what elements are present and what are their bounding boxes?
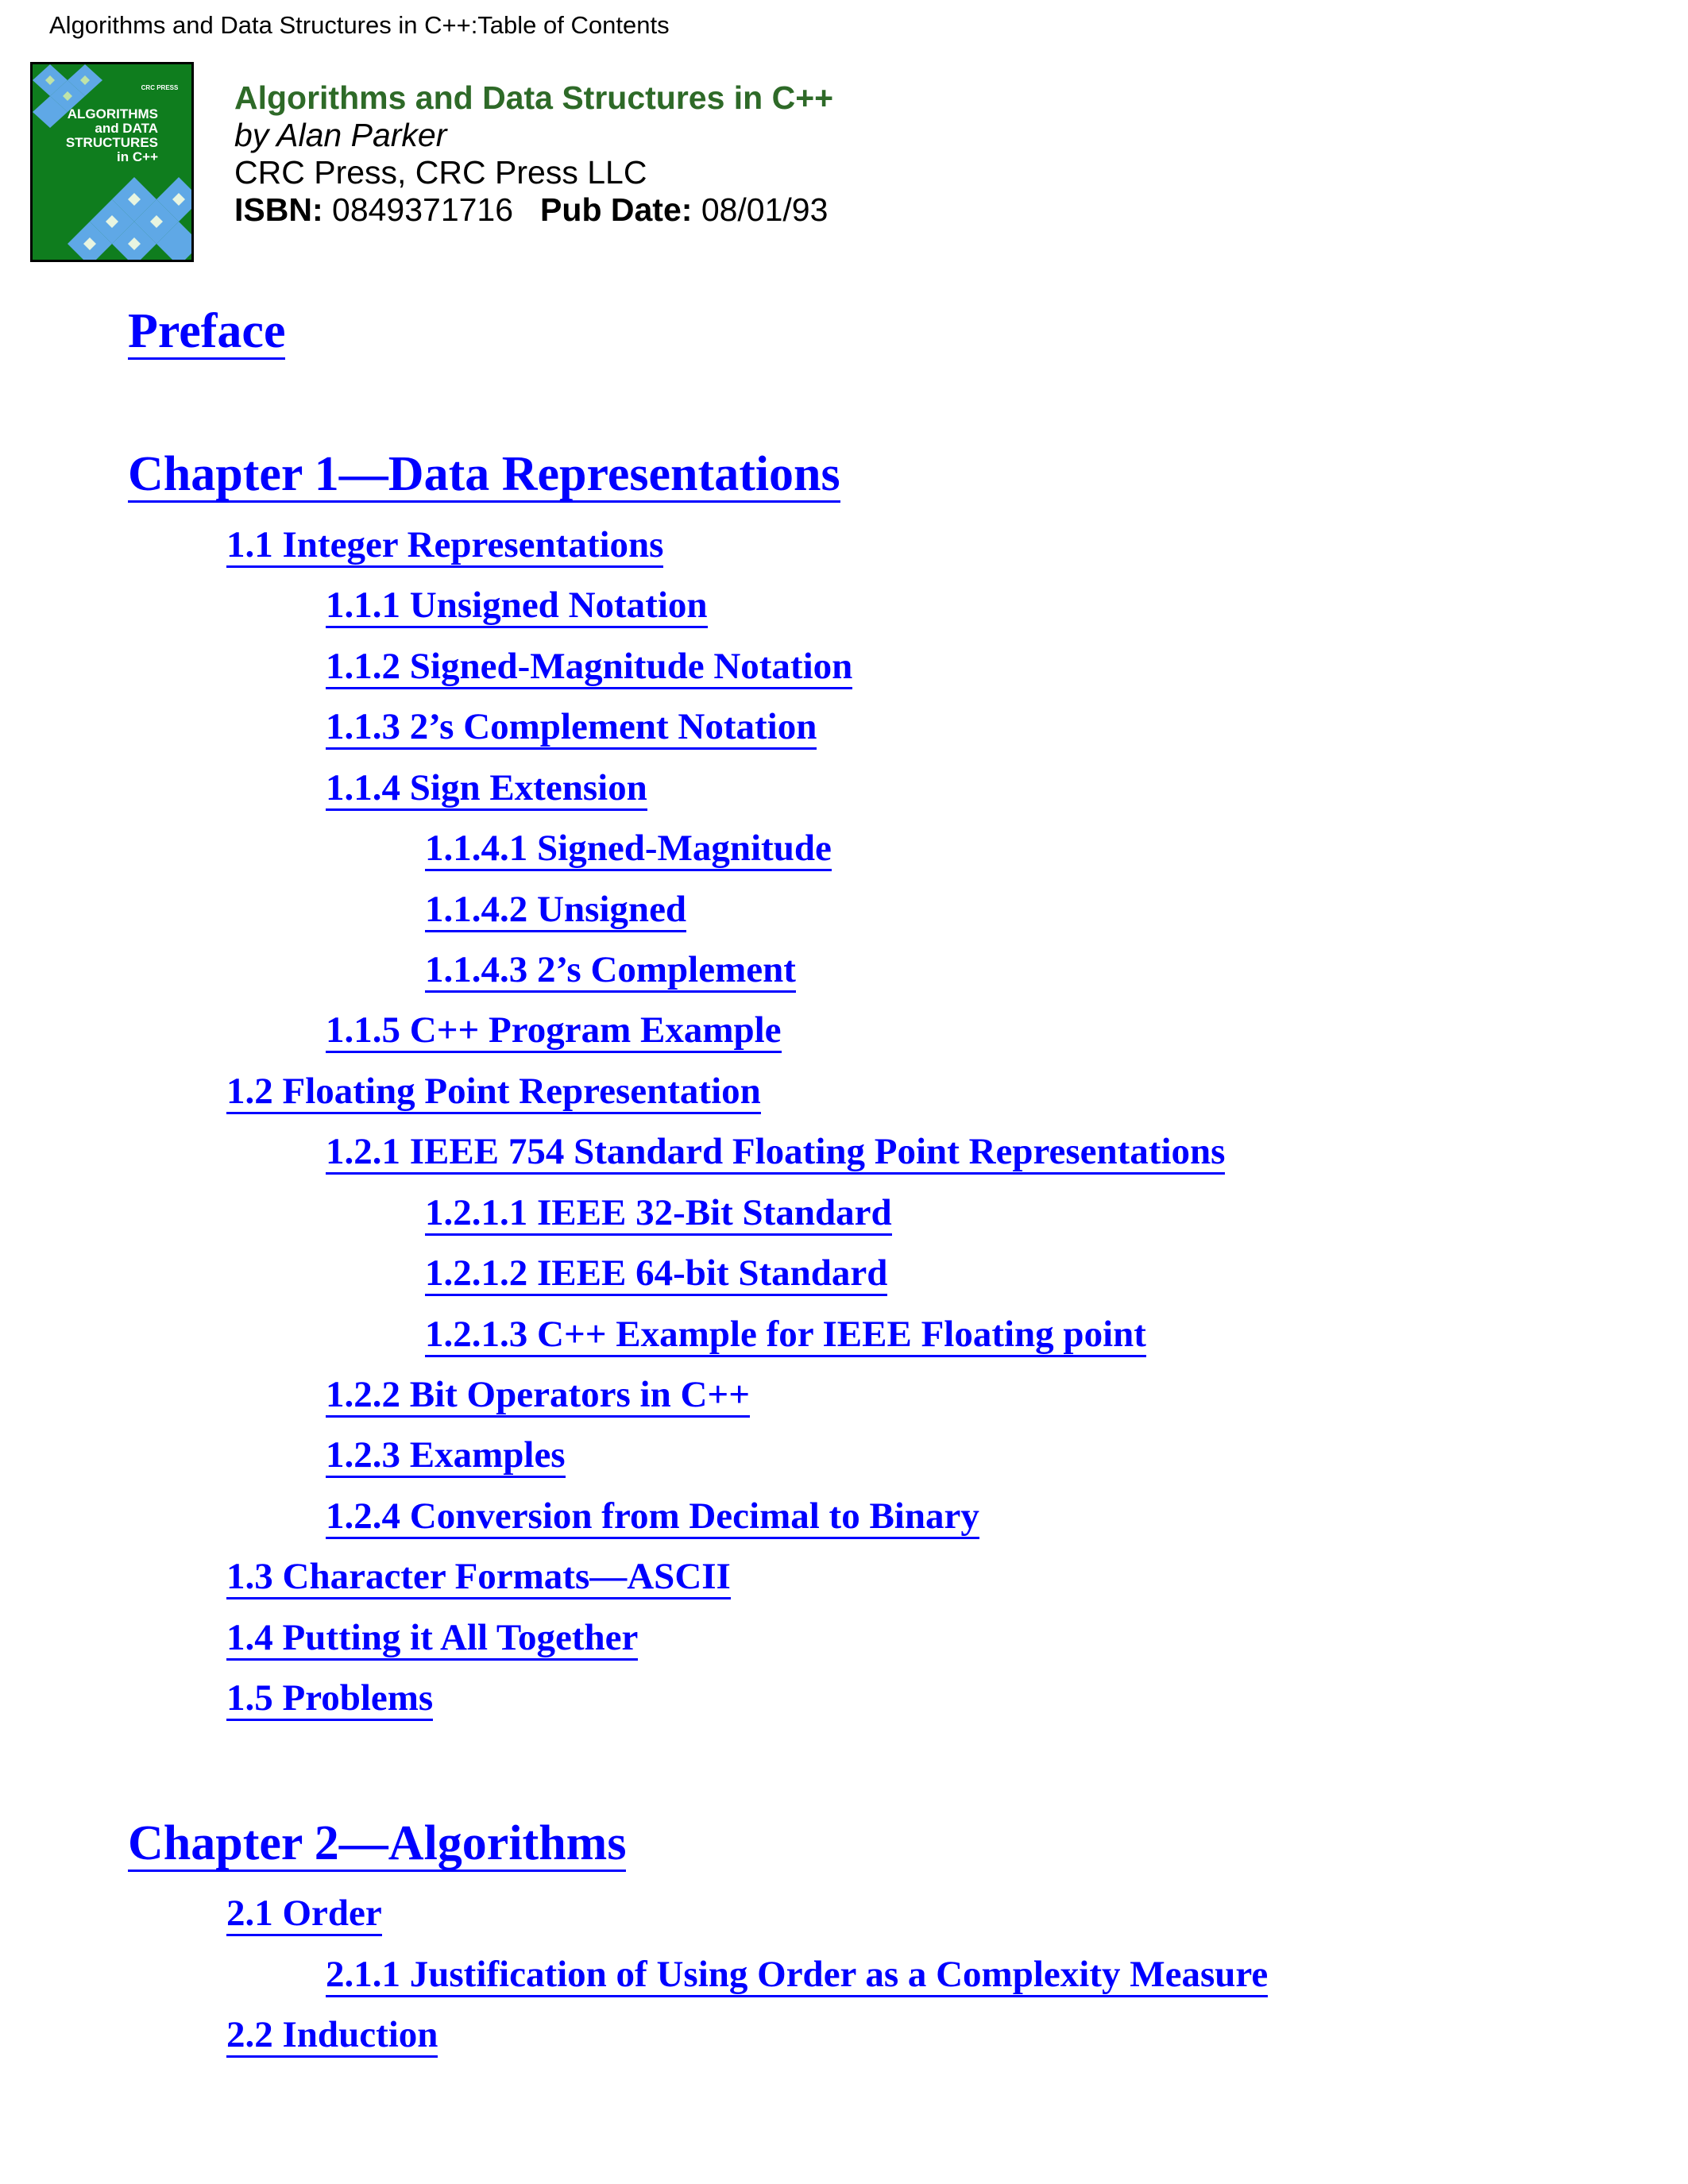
cover-title-line-4: in C++ (117, 149, 158, 164)
cover-title-line-2: and DATA (95, 121, 158, 136)
toc-link-1-1-1[interactable]: 1.1.1 Unsigned Notation (326, 587, 708, 628)
toc-link-1-5[interactable]: 1.5 Problems (226, 1680, 433, 1721)
book-author: by Alan Parker (234, 117, 447, 153)
toc-link-1-2-3[interactable]: 1.2.3 Examples (326, 1437, 566, 1478)
book-publisher: CRC Press, CRC Press LLC (234, 154, 647, 191)
toc-link-1-4[interactable]: 1.4 Putting it All Together (226, 1619, 638, 1661)
toc-link-1-1-5[interactable]: 1.1.5 C++ Program Example (326, 1012, 782, 1053)
toc-link-1-1-2[interactable]: 1.1.2 Signed-Magnitude Notation (326, 648, 852, 689)
toc-link-1-1-4-1[interactable]: 1.1.4.1 Signed-Magnitude (425, 830, 832, 871)
toc-link-1-2[interactable]: 1.2 Floating Point Representation (226, 1073, 761, 1114)
isbn-value: 0849371716 (332, 191, 514, 228)
toc-link-1-1-4[interactable]: 1.1.4 Sign Extension (326, 770, 647, 811)
toc-link-1-2-4[interactable]: 1.2.4 Conversion from Decimal to Binary (326, 1498, 979, 1539)
cover-title-line-1: ALGORITHMS (67, 106, 158, 122)
toc-link-1-1-4-2[interactable]: 1.1.4.2 Unsigned (425, 891, 686, 932)
toc-link-1-1[interactable]: 1.1 Integer Representations (226, 527, 663, 568)
book-title: Algorithms and Data Structures in C++ (234, 79, 834, 116)
page-header: Algorithms and Data Structures in C++:Table of Contents (49, 11, 670, 39)
toc-link-preface[interactable]: Preface (128, 304, 286, 358)
isbn-label: ISBN: (234, 191, 323, 228)
toc-link-1-2-1-2[interactable]: 1.2.1.2 IEEE 64-bit Standard (425, 1255, 887, 1296)
toc-link-chapter-2[interactable]: Chapter 2—Algorithms (128, 1816, 627, 1870)
toc-link-chapter-1[interactable]: Chapter 1—Data Representations (128, 447, 840, 501)
cover-publisher-mark: CRC PRESS (141, 84, 179, 91)
toc-link-2-1-1[interactable]: 2.1.1 Justification of Using Order as a Complexity Measure (326, 1956, 1268, 1997)
cover-title-line-3: STRUCTURES (65, 135, 158, 150)
pubdate-label: Pub Date: (540, 191, 693, 228)
toc-link-1-2-1[interactable]: 1.2.1 IEEE 754 Standard Floating Point Representations (326, 1133, 1225, 1175)
toc-link-1-1-3[interactable]: 1.1.3 2’s Complement Notation (326, 708, 817, 750)
pubdate-value: 08/01/93 (701, 191, 829, 228)
toc-link-2-2[interactable]: 2.2 Induction (226, 2016, 438, 2058)
toc-link-2-1[interactable]: 2.1 Order (226, 1895, 382, 1936)
toc-link-1-2-1-1[interactable]: 1.2.1.1 IEEE 32-Bit Standard (425, 1194, 892, 1236)
toc-link-1-2-1-3[interactable]: 1.2.1.3 C++ Example for IEEE Floating point (425, 1316, 1146, 1357)
toc-link-1-3[interactable]: 1.3 Character Formats—ASCII (226, 1558, 731, 1599)
toc-link-1-2-2[interactable]: 1.2.2 Bit Operators in C++ (326, 1376, 750, 1418)
toc-link-1-1-4-3[interactable]: 1.1.4.3 2’s Complement (425, 951, 796, 993)
